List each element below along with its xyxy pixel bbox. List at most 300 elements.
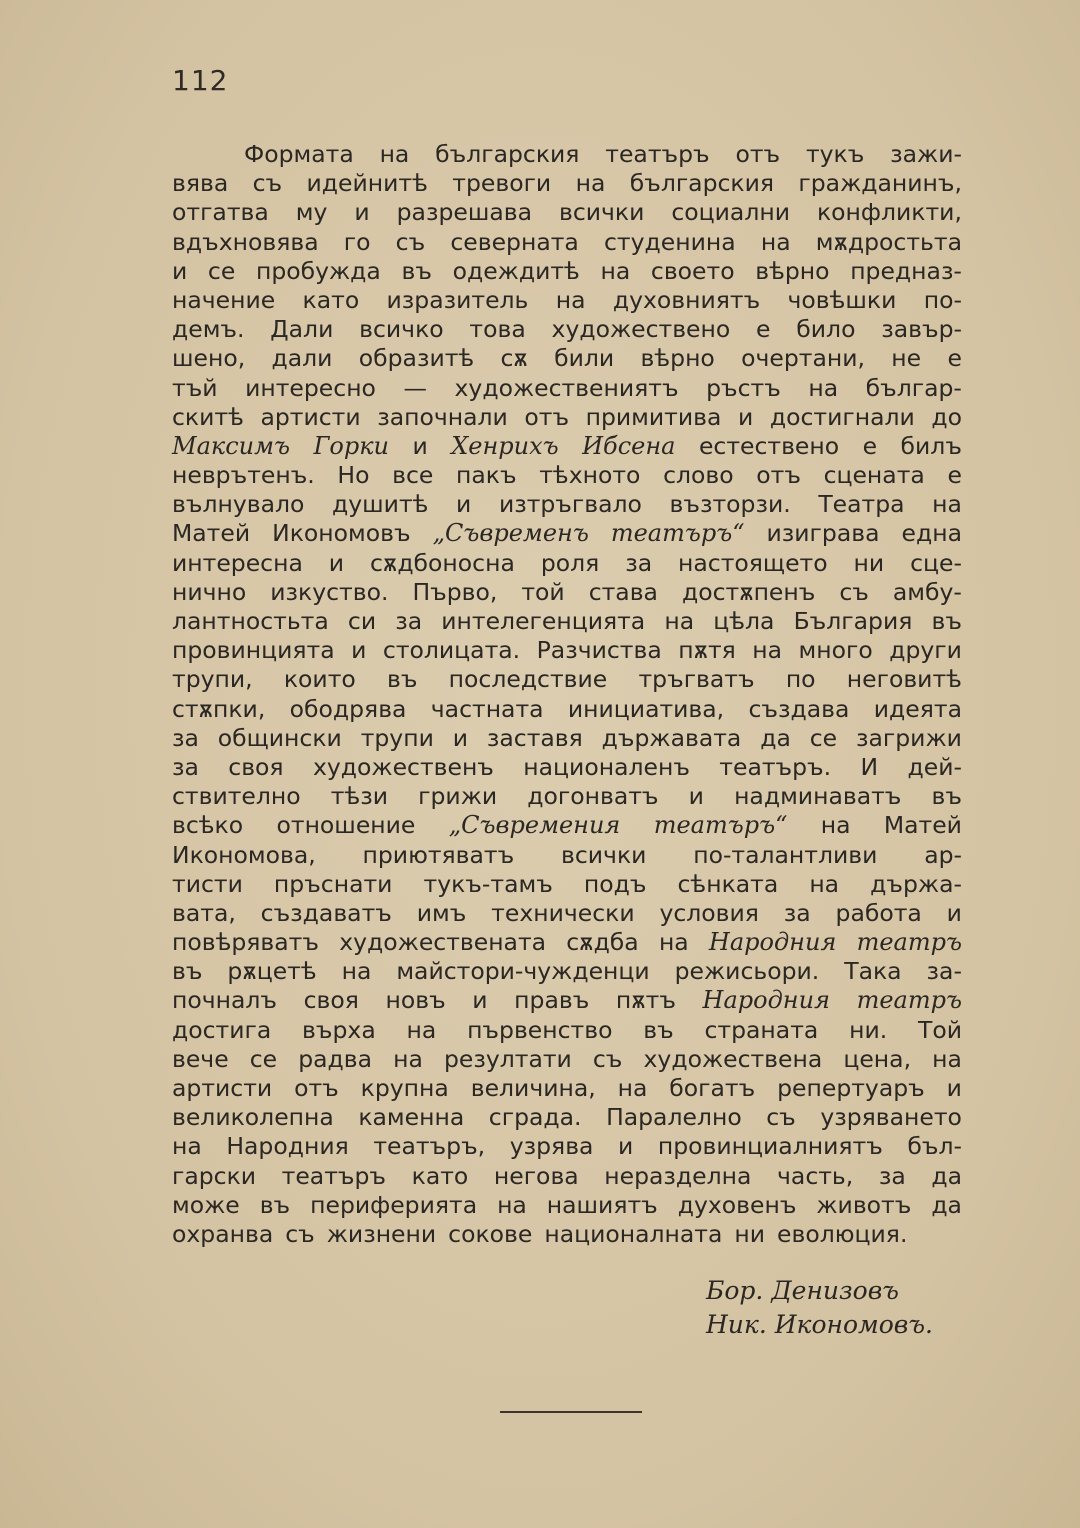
page-number: 112 xyxy=(172,64,229,97)
word: начение xyxy=(172,285,276,314)
text-line xyxy=(172,928,962,957)
text-line xyxy=(172,432,962,461)
word: по xyxy=(785,665,816,694)
word: отгатва xyxy=(172,198,269,227)
word: амбу- xyxy=(892,577,962,606)
word: шено, xyxy=(172,344,246,373)
word: театъръ, xyxy=(373,1132,486,1161)
word: за xyxy=(783,898,811,927)
text-line xyxy=(172,841,962,870)
word: се xyxy=(249,1044,278,1073)
word: човѣшки xyxy=(787,285,897,314)
word: жизнени xyxy=(326,1219,437,1248)
word: на xyxy=(379,140,410,168)
word: сцената xyxy=(823,461,925,490)
text-line xyxy=(172,461,962,490)
word: българския xyxy=(435,140,580,168)
word: тръгватъ xyxy=(638,665,755,694)
word: и xyxy=(456,490,472,519)
word: догонватъ xyxy=(527,782,659,811)
word: работа xyxy=(835,898,922,927)
word: сѫ xyxy=(500,344,528,373)
word: пробужда xyxy=(255,256,381,285)
word: художествената xyxy=(339,928,547,957)
word: очертани, xyxy=(741,344,865,373)
word: Първо, xyxy=(412,577,498,606)
word: слово xyxy=(663,461,734,490)
word: и xyxy=(946,1074,962,1102)
word: и xyxy=(354,198,370,227)
word: студенина xyxy=(604,227,736,256)
word: художественъ xyxy=(312,752,494,781)
word: се xyxy=(809,723,838,752)
word: дали xyxy=(271,344,333,373)
word: гарски xyxy=(172,1161,257,1190)
word: до xyxy=(931,402,962,431)
word: е xyxy=(947,461,962,490)
word: нично xyxy=(172,577,247,606)
word: държавата xyxy=(601,723,742,752)
word: режисьори. xyxy=(674,957,820,986)
word: неврътенъ. xyxy=(172,461,315,490)
word: отношение xyxy=(276,811,416,840)
word: за xyxy=(172,723,199,752)
word: става xyxy=(588,577,658,606)
text-line xyxy=(172,665,962,694)
word: на xyxy=(932,1044,962,1073)
text-line xyxy=(172,753,962,782)
word: новъ xyxy=(385,986,446,1015)
word: вълнувало xyxy=(172,490,305,519)
word: своя xyxy=(228,752,284,781)
word: всички xyxy=(561,840,647,869)
word: трупи xyxy=(360,723,434,752)
word: репертуаръ xyxy=(777,1074,925,1102)
word: театъръ“ xyxy=(653,811,788,840)
word: за- xyxy=(926,957,962,986)
text-line xyxy=(172,1162,962,1191)
word: своето xyxy=(650,256,735,285)
word: българ- xyxy=(865,373,962,402)
word: тѣзи xyxy=(330,782,389,811)
word: технически xyxy=(491,898,635,927)
word: съ xyxy=(252,169,283,198)
word: тукъ xyxy=(805,140,865,168)
word: на xyxy=(808,373,839,402)
signatures xyxy=(706,1274,933,1342)
word: създава xyxy=(748,694,850,723)
word: националенъ xyxy=(523,752,690,781)
word: първенство xyxy=(467,1015,613,1044)
word: тукъ-тамъ xyxy=(423,869,553,898)
word: не xyxy=(891,344,922,373)
word: върха xyxy=(302,1015,376,1044)
word: съ xyxy=(592,1044,623,1073)
word: пакъ xyxy=(456,461,517,490)
word: други xyxy=(889,636,962,665)
word: това xyxy=(469,315,526,344)
word: Матей xyxy=(883,811,962,840)
word: се xyxy=(207,256,236,285)
word: е xyxy=(947,344,962,373)
word: вече xyxy=(172,1044,229,1073)
word: били xyxy=(554,344,615,373)
word: Ибсена xyxy=(582,431,676,460)
text-line xyxy=(172,198,962,227)
word: интересна xyxy=(172,548,303,577)
word: достѫпенъ xyxy=(681,577,816,606)
text-line xyxy=(172,490,962,519)
word: за xyxy=(625,548,653,577)
word: изразитель xyxy=(386,285,529,314)
word: конфликти, xyxy=(816,198,962,227)
word: сграда. xyxy=(488,1103,582,1132)
word: почналъ xyxy=(172,986,278,1015)
word: театъръ xyxy=(281,1161,387,1190)
word: ствително xyxy=(172,782,301,811)
text-line xyxy=(172,957,962,986)
word: на xyxy=(555,285,586,314)
text-line xyxy=(172,374,962,403)
word: завър- xyxy=(881,315,962,344)
word: сце- xyxy=(910,548,962,577)
word: Така xyxy=(844,957,902,986)
word: страната xyxy=(704,1015,819,1044)
word: театръ xyxy=(856,928,962,957)
word: Паралелно xyxy=(606,1103,742,1132)
text-line xyxy=(172,578,962,607)
text-line xyxy=(172,870,962,899)
word: и xyxy=(351,636,367,665)
word: и xyxy=(737,402,754,431)
word: съ xyxy=(839,577,869,606)
word: Народния xyxy=(226,1132,349,1161)
word: последствие xyxy=(448,665,608,694)
text-line xyxy=(172,549,962,578)
text-line xyxy=(172,286,962,315)
word: и xyxy=(618,1132,634,1161)
word: на xyxy=(664,607,695,635)
word: нашиятъ xyxy=(546,1190,658,1219)
text-line xyxy=(172,899,962,928)
word: художествениятъ xyxy=(454,373,679,402)
word: всѣко xyxy=(172,811,244,840)
word: узряването xyxy=(820,1103,962,1132)
word: и xyxy=(172,256,188,285)
word: и xyxy=(412,431,428,460)
word: „Съвремения xyxy=(448,811,621,840)
word: интелегенцията xyxy=(441,607,646,635)
word: тисти xyxy=(172,869,243,898)
word: на xyxy=(820,811,851,840)
word: художествено xyxy=(551,315,731,344)
word: животъ xyxy=(816,1190,912,1219)
word: мѫдростьта xyxy=(815,227,962,256)
word: на xyxy=(760,227,791,256)
word: България xyxy=(793,607,913,635)
word: по-талантливи xyxy=(693,840,878,869)
word: периферията xyxy=(310,1190,478,1219)
text-line xyxy=(172,1016,962,1045)
text-line xyxy=(172,140,962,169)
word: Максимъ xyxy=(172,431,291,460)
word: инициатива, xyxy=(567,694,725,723)
word: на xyxy=(600,256,631,285)
word: северната xyxy=(450,227,579,256)
text-line xyxy=(172,344,962,373)
word: Театра xyxy=(818,490,905,519)
word: всичко xyxy=(359,315,444,344)
word: душитѣ xyxy=(332,490,429,519)
body-text xyxy=(172,140,962,1249)
word: възторзи. xyxy=(669,490,791,519)
word: и xyxy=(472,986,488,1015)
word: на xyxy=(172,1132,202,1161)
text-line xyxy=(172,519,962,548)
word: еволюция. xyxy=(777,1219,908,1248)
word: имъ xyxy=(416,898,467,927)
word: правъ xyxy=(514,986,590,1015)
word: достигнали xyxy=(769,402,915,431)
word: Разчиства xyxy=(536,636,662,665)
word: отъ xyxy=(524,402,570,431)
word: ни xyxy=(853,548,885,577)
word: надминаватъ xyxy=(734,782,902,811)
text-line xyxy=(172,986,962,1015)
word: вѣрно xyxy=(755,256,830,285)
word: частната xyxy=(430,694,544,723)
word: е xyxy=(862,431,878,460)
word: е xyxy=(756,315,771,344)
word: на xyxy=(617,1074,648,1102)
word: въ xyxy=(931,607,962,635)
word: въ xyxy=(401,256,432,285)
word: пръснати xyxy=(273,869,393,898)
word: въ xyxy=(172,957,203,986)
word: българския xyxy=(629,169,775,198)
signature-ikonomov: Ник. Икономовъ. xyxy=(706,1310,933,1339)
word: негова xyxy=(493,1161,579,1190)
word: разрешава xyxy=(396,198,532,227)
word: ар- xyxy=(924,840,962,869)
word: И xyxy=(860,752,879,781)
word: неговитѣ xyxy=(846,665,962,694)
word: всички xyxy=(558,198,645,227)
text-line xyxy=(172,1191,962,1220)
word: и xyxy=(452,723,468,752)
word: за xyxy=(395,607,423,635)
word: своя xyxy=(303,986,359,1015)
text-line xyxy=(172,695,962,724)
text-line xyxy=(172,403,962,432)
text-line xyxy=(172,724,962,753)
word: и xyxy=(328,548,345,577)
word: провинциалниятъ xyxy=(657,1132,883,1161)
word: вява xyxy=(172,169,229,198)
word: столицата. xyxy=(382,636,521,665)
word: Икономова, xyxy=(172,840,316,869)
word: изтръгвало xyxy=(498,490,642,519)
word: на xyxy=(575,169,606,198)
text-line xyxy=(172,169,962,198)
word: образитѣ xyxy=(358,344,475,373)
text-line xyxy=(172,228,962,257)
word: роля xyxy=(540,548,600,577)
word: настоящето xyxy=(678,548,828,577)
word: националната xyxy=(544,1219,723,1248)
word: гражданинъ, xyxy=(798,169,962,198)
text-line xyxy=(172,257,962,286)
word: билъ xyxy=(900,431,962,460)
word: социални xyxy=(671,198,790,227)
word: естествено xyxy=(698,431,840,460)
text-line xyxy=(172,1220,962,1249)
word: сокове xyxy=(448,1219,533,1248)
word: трупи, xyxy=(172,665,253,694)
word: духовенъ xyxy=(677,1190,797,1219)
text-line xyxy=(172,636,962,665)
word: неразделна xyxy=(604,1161,752,1190)
word: зажи- xyxy=(890,140,962,168)
word: на xyxy=(406,1015,437,1044)
word: каменна xyxy=(358,1103,465,1132)
word: артисти xyxy=(172,1074,273,1102)
word: условия xyxy=(659,898,759,927)
word: Народния xyxy=(708,928,837,957)
word: и xyxy=(946,898,962,927)
word: предназ- xyxy=(850,256,962,285)
word: Формата xyxy=(244,140,354,168)
word: тѣхното xyxy=(539,461,641,490)
text-line xyxy=(172,1045,962,1074)
word: цена, xyxy=(843,1044,912,1073)
word: идеята xyxy=(873,694,962,723)
end-rule xyxy=(500,1411,642,1413)
word: радва xyxy=(298,1044,373,1073)
word: художествена xyxy=(643,1044,823,1073)
word: богатъ xyxy=(669,1074,756,1102)
word: въ xyxy=(643,1015,674,1044)
text-line xyxy=(172,782,962,811)
word: приютяватъ xyxy=(362,840,515,869)
word: повѣряватъ xyxy=(172,928,319,957)
word: Народния xyxy=(702,986,830,1015)
word: на xyxy=(658,928,689,957)
word: държа- xyxy=(870,869,962,898)
word: за xyxy=(878,1161,906,1190)
word: изкуство. xyxy=(270,577,389,606)
word: стѫпки, xyxy=(172,694,266,723)
word: съ xyxy=(766,1103,796,1132)
word: може xyxy=(172,1190,240,1219)
word: на xyxy=(393,1044,423,1073)
word: за xyxy=(172,752,199,781)
word: тъй xyxy=(172,373,218,402)
word: и xyxy=(688,782,704,811)
word: да xyxy=(931,1161,962,1190)
word: лантностьта xyxy=(172,607,329,635)
text-line xyxy=(172,1103,962,1132)
word: било xyxy=(796,315,856,344)
word: по- xyxy=(923,285,962,314)
word: театръ xyxy=(856,986,962,1015)
word: достига xyxy=(172,1015,272,1044)
word: Икономовъ xyxy=(272,519,411,548)
word: охранва xyxy=(172,1219,274,1248)
word: въ xyxy=(931,782,962,811)
word: заставя xyxy=(486,723,583,752)
word: рѫцетѣ xyxy=(227,957,317,986)
word: сѫдбоносна xyxy=(370,548,515,577)
word: артисти xyxy=(260,402,361,431)
word: все xyxy=(392,461,434,490)
word: създаватъ xyxy=(260,898,392,927)
word: съ xyxy=(395,227,426,256)
word: театъръ. xyxy=(719,752,832,781)
word: на xyxy=(497,1190,527,1219)
word: духовниятъ xyxy=(612,285,761,314)
word: вдъхновява xyxy=(172,227,319,256)
word: скитѣ xyxy=(172,402,244,431)
word: загрижи xyxy=(856,723,962,752)
text-line xyxy=(172,607,962,636)
word: да xyxy=(931,1190,962,1219)
word: отъ xyxy=(735,140,781,168)
word: съ xyxy=(285,1219,315,1248)
word: на xyxy=(809,869,840,898)
word: великолепна xyxy=(172,1103,334,1132)
word: Дали xyxy=(270,315,334,344)
word: интересно xyxy=(245,373,376,402)
word: отъ xyxy=(756,461,801,490)
word: ободрява xyxy=(289,694,407,723)
text-line xyxy=(172,1132,962,1161)
word: ни xyxy=(734,1219,766,1248)
word: ръстъ xyxy=(706,373,781,402)
text-line xyxy=(172,811,962,840)
word: демъ. xyxy=(172,315,245,344)
word: на xyxy=(341,957,372,986)
word: бъл- xyxy=(907,1132,962,1161)
word: отъ xyxy=(294,1074,339,1102)
word: много xyxy=(798,636,873,665)
word: въ xyxy=(386,665,418,694)
word: резултати xyxy=(443,1044,572,1073)
word: величина, xyxy=(470,1074,596,1102)
word: ни. xyxy=(849,1015,888,1044)
word: Той xyxy=(917,1015,962,1044)
word: идейнитѣ xyxy=(306,169,428,198)
word: примитива xyxy=(585,402,722,431)
word: тревоги xyxy=(452,169,552,198)
word: дей- xyxy=(907,752,962,781)
word: въ xyxy=(259,1190,291,1219)
word: крупна xyxy=(360,1074,449,1102)
word: да xyxy=(760,723,791,752)
word: „Съвременъ xyxy=(432,519,589,548)
word: му xyxy=(295,198,328,227)
word: подъ xyxy=(583,869,647,898)
text-line xyxy=(172,315,962,344)
word: пѫтъ xyxy=(615,986,676,1015)
word: започнали xyxy=(377,402,508,431)
word: той xyxy=(521,577,565,606)
word: Но xyxy=(337,461,370,490)
word: една xyxy=(901,519,962,548)
word: пѫтя xyxy=(678,636,736,665)
word: на xyxy=(932,490,962,519)
word: сѫдба xyxy=(566,928,639,957)
